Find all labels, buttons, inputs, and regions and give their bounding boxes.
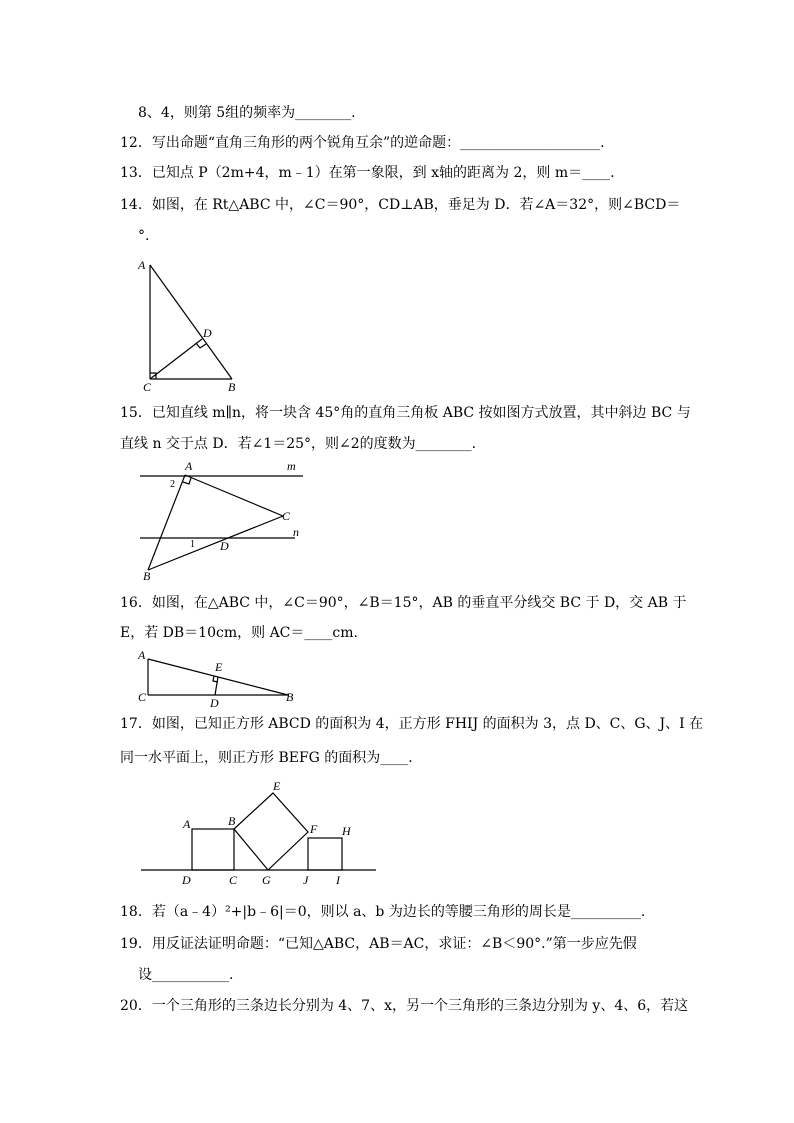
q17: 17．如图，已知正方形 ABCD 的面积为 4，正方形 FHIJ 的面积为 3，点 D、C、G、J、I 在 bbox=[120, 716, 704, 732]
q16-cont: E，若 DB＝10cm，则 AC＝____cm. bbox=[120, 625, 358, 641]
label-D: D bbox=[220, 539, 229, 553]
q16: 16．如图，在△ABC 中，∠C＝90°，∠B＝15°，AB 的垂直平分线交 BC 于 D，交 AB 于 bbox=[120, 595, 687, 611]
label-C: C bbox=[138, 690, 147, 704]
label-J: J bbox=[303, 873, 309, 887]
label-C: C bbox=[229, 873, 238, 887]
label-C: C bbox=[143, 380, 152, 394]
figure-q15 bbox=[135, 458, 315, 586]
q15-cont: 直线 n 交于点 D．若∠1＝25°，则∠2的度数为________. bbox=[120, 436, 477, 452]
q13: 13．已知点 P（2m+4，m﹣1）在第一象限，到 x轴的距离为 2，则 m＝____. bbox=[120, 165, 615, 181]
q14: 14．如图，在 Rt△ABC 中，∠C＝90°，CD⊥AB，垂足为 D．若∠A＝32°，则∠BCD＝ bbox=[120, 197, 681, 213]
q18: 18．若（a﹣4）²+|b﹣6|＝0，则以 a、b 为边长的等腰三角形的周长是__________. bbox=[120, 904, 646, 920]
label-m: m bbox=[287, 459, 296, 473]
figure-q16 bbox=[135, 645, 300, 711]
label-A: A bbox=[138, 648, 146, 662]
label-H: H bbox=[342, 824, 351, 838]
q19-cont: 设___________. bbox=[138, 967, 234, 983]
label-B: B bbox=[286, 690, 294, 704]
label-D: D bbox=[210, 696, 219, 710]
angle-2: 2 bbox=[170, 479, 175, 490]
label-A: A bbox=[138, 258, 146, 272]
q11-tail: 8、4，则第 5组的频率为________. bbox=[138, 105, 356, 121]
q12: 12．写出命题“直角三角形的两个锐角互余”的逆命题：____________________. bbox=[120, 135, 605, 151]
label-E: E bbox=[215, 660, 223, 674]
angle-1: 1 bbox=[190, 539, 195, 550]
label-n: n bbox=[293, 525, 299, 539]
q15: 15．已知直线 m∥n，将一块含 45°角的直角三角板 ABC 按如图方式放置，其中斜边 BC 与 bbox=[120, 405, 691, 421]
q14-cont: °. bbox=[138, 228, 150, 244]
figure-q17 bbox=[138, 780, 383, 890]
label-B: B bbox=[143, 569, 151, 583]
q20: 20．一个三角形的三条边长分别为 4、7、x，另一个三角形的三条边分别为 y、4、6，若这 bbox=[120, 998, 689, 1014]
label-B: B bbox=[228, 380, 236, 394]
label-D: D bbox=[182, 873, 191, 887]
label-A: A bbox=[183, 817, 191, 831]
label-E: E bbox=[273, 780, 281, 793]
label-F: F bbox=[310, 822, 318, 836]
label-B: B bbox=[228, 814, 236, 828]
label-D: D bbox=[203, 326, 212, 340]
label-I: I bbox=[336, 873, 340, 887]
figure-q14 bbox=[135, 255, 255, 395]
label-C: C bbox=[282, 509, 291, 523]
q19: 19．用反证法证明命题：“已知△ABC，AB＝AC，求证：∠B＜90°.”第一步应先假 bbox=[120, 936, 637, 952]
label-A: A bbox=[185, 459, 193, 473]
label-G: G bbox=[262, 873, 271, 887]
q17-cont: 同一水平面上，则正方形 BEFG 的面积为____. bbox=[120, 750, 413, 766]
